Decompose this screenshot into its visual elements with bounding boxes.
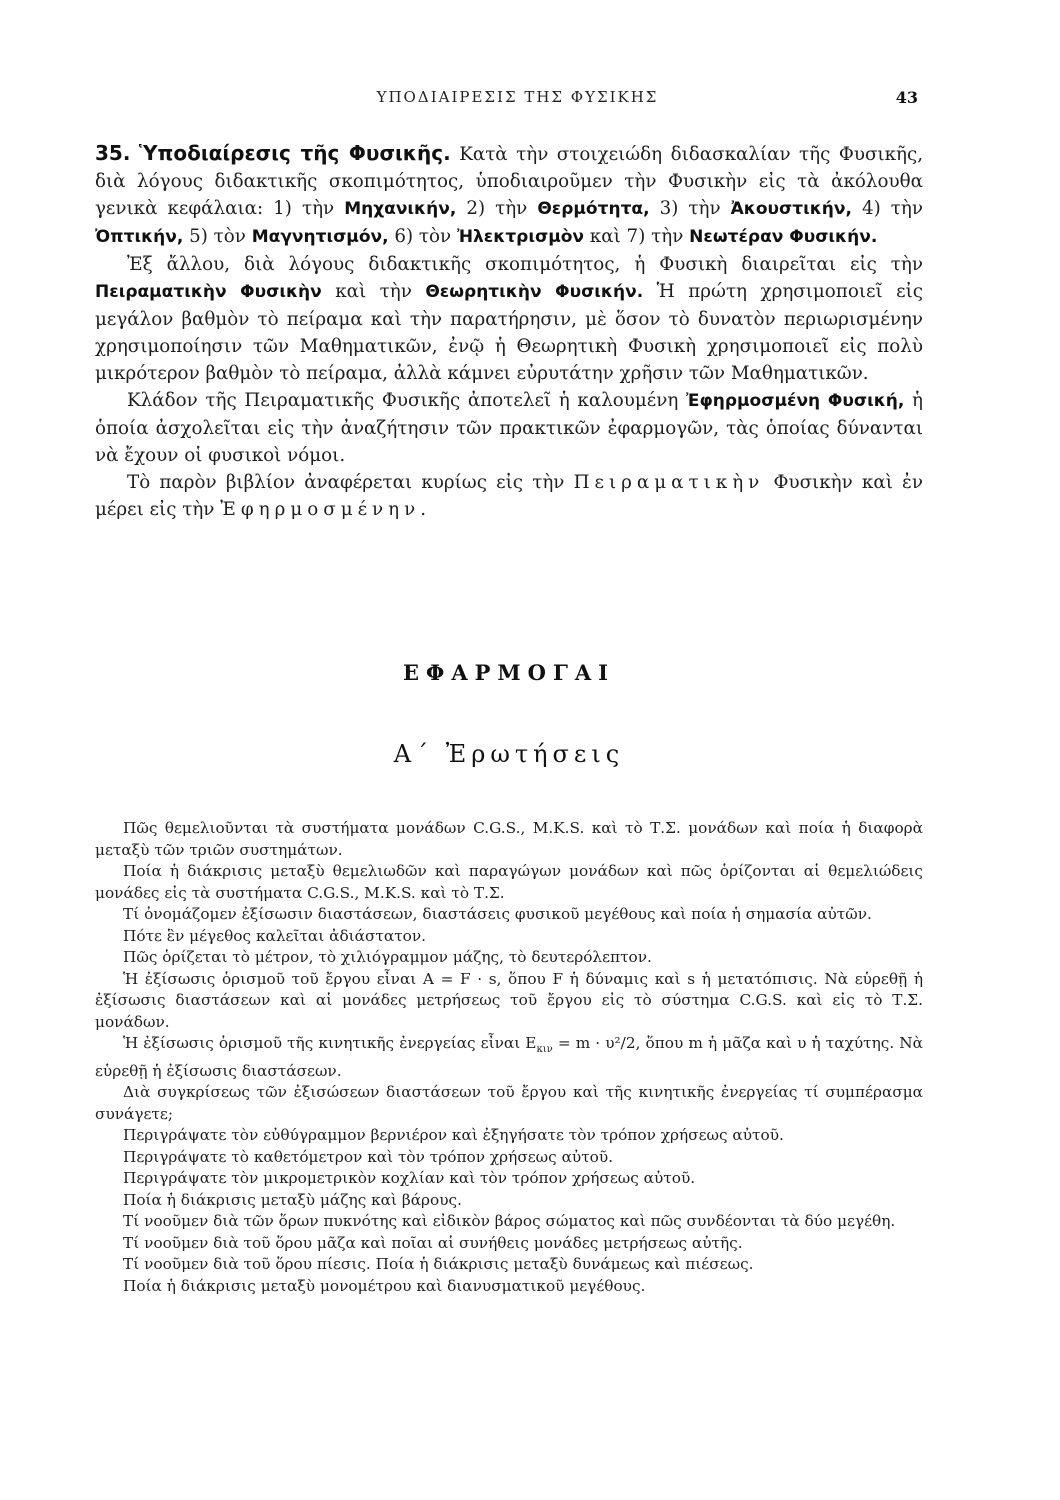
section-paragraph-2 xyxy=(95,251,923,387)
question-item: Ἡ ἐξίσωσις ὁρισμοῦ τοῦ ἔργου εἶναι A = F · s, ὅπου F ἡ δύναμις καὶ s ἡ μετατόπισις. Νὰ εὑρεθῇ ἡ ἐξίσωσις διαστάσεων καὶ αἱ μονάδες μετρήσεως τοῦ ἔργου εἰς τὸ σύστημα C.G.S. καὶ εἰς τὸ Τ.Σ. μονάδων. xyxy=(95,969,923,1031)
spaced-term: Πειραματικὴν xyxy=(573,472,765,493)
question-item: Πότε ἓν μέγεθος καλεῖται ἀδιάστατον. xyxy=(123,926,427,945)
question-item: Περιγράψατε τὸ καθετόμετρον καὶ τὸν τρόπον χρήσεως αὐτοῦ. xyxy=(123,1147,614,1166)
text-run: Ἡ πρώτη χρησιμοποιεῖ εἰς μεγάλον βαθμὸν τὸ πείραμα καὶ τὴν παρατήρησιν, μὲ ὅσον τὸ δυνατὸν περιωρισμένην χρησιμοποίησιν τῶν Μαθηματικῶν, ἐνῷ ἡ Θεωρητικὴ Φυσικὴ χρησιμοποιεῖ εἰς πολὺ μικρότερον βαθμὸν τὸ πείραμα, ἀλλὰ κάμνει εὐρυτάτην χρῆσιν τῶν Μαθηματικῶν. xyxy=(95,281,924,384)
keyword: Μηχανικήν, xyxy=(344,199,457,219)
question-item: Ποία ἡ διάκρισις μεταξὺ μονομέτρου καὶ διανυσματικοῦ μεγέθους. xyxy=(123,1276,646,1295)
question-item: Πῶς ὁρίζεται τὸ μέτρον, τὸ χιλιόγραμμον μάζης, τὸ δευτερόλεπτον. xyxy=(123,948,652,966)
page-number: 43 xyxy=(895,88,918,107)
text-run: Κλάδον τῆς Πειραματικῆς Φυσικῆς ἀποτελεῖ ἡ καλουμένη xyxy=(127,390,687,411)
text-run: καὶ τὴν xyxy=(321,281,426,302)
text-run: = m · υ²/2, ὅπου m ἡ μᾶζα καὶ υ ἡ ταχύτης. Νὰ εὑρεθῇ ἡ ἐξίσωσις διαστάσεων. xyxy=(95,1034,923,1080)
keyword: Μαγνητισμόν, xyxy=(251,227,389,247)
text-run: Ἡ ἐξίσωσις ὁρισμοῦ τῆς κινητικῆς ἐνεργείας εἶναι E xyxy=(123,1034,537,1052)
applications-heading: ΕΦΑΡΜΟΓΑΙ xyxy=(403,660,615,685)
keyword: Θερμότητα, xyxy=(537,199,650,219)
question-item: Τί νοοῦμεν διὰ τοῦ ὅρου πίεσις. Ποία ἡ διάκρισις μεταξὺ δυνάμεως καὶ πιέσεως. xyxy=(123,1255,754,1274)
text-run: Ἐξ ἄλλου, διὰ λόγους διδακτικῆς σκοπιμότητος, ἡ Φυσικὴ διαιρεῖται εἰς τὴν xyxy=(127,254,923,275)
question-item: Ποία ἡ διάκρισις μεταξὺ θεμελιωδῶν καὶ παραγώγων μονάδων καὶ πῶς ὁρίζονται αἱ θεμελιώδεις μονάδες εἰς τὰ συστήματα C.G.S., M.K.S. καὶ τὸ Τ.Σ. xyxy=(95,862,923,902)
question-item: Τί νοοῦμεν διὰ τῶν ὅρων πυκνότης καὶ εἰδικὸν βάρος σώματος καὶ πῶς συνδέονται τὰ δύο μεγέθη. xyxy=(123,1212,896,1231)
keyword: Θεωρητικὴν Φυσικήν. xyxy=(425,282,644,302)
questions-list xyxy=(95,818,923,1297)
keyword: Πειραματικὴν Φυσικὴν xyxy=(95,282,322,302)
text-run: Τὸ παρὸν βιβλίον ἀναφέρεται κυρίως εἰς τὴν xyxy=(127,472,574,493)
section-35 xyxy=(95,140,923,523)
section-paragraph-3 xyxy=(95,387,923,469)
section-paragraph-4 xyxy=(95,469,923,523)
question-item: Περιγράψατε τὸν μικρομετρικὸν κοχλίαν καὶ τὸν τρόπον χρήσεως αὐτοῦ. xyxy=(123,1169,696,1188)
text-run: 4) τὴν xyxy=(851,198,923,219)
section-number: 35. xyxy=(95,141,131,165)
keyword: Ἐφηρμοσμένη Φυσική, xyxy=(686,391,905,411)
question-item: Ποία ἡ διάκρισις μεταξὺ μάζης καὶ βάρους. xyxy=(123,1190,462,1209)
keyword: Ὀπτικήν, xyxy=(95,227,184,247)
section-paragraph-1 xyxy=(95,140,923,251)
text-run: 2) τὴν xyxy=(456,198,538,219)
text-run: 5) τὸν xyxy=(183,226,252,247)
question-item xyxy=(95,1033,923,1082)
question-item: Τί ὀνομάζομεν ἐξίσωσιν διαστάσεων, διαστάσεις φυσικοῦ μεγέθους καὶ ποία ἡ σημασία αὐτῶν. xyxy=(123,905,872,923)
question-item: Περιγράψατε τὸν εὐθύγραμμον βερνιέρον καὶ ἐξηγήσατε τὸν τρόπον χρήσεως αὐτοῦ. xyxy=(123,1126,784,1145)
text-run: 6) τὸν xyxy=(388,226,457,247)
text-run: 3) τὴν xyxy=(649,198,731,219)
section-title: Ὑποδιαίρεσις τῆς Φυσικῆς. xyxy=(138,141,451,165)
question-item: Τί νοοῦμεν διὰ τοῦ ὅρου μᾶζα καὶ ποῖαι αἱ συνήθεις μονάδες μετρήσεως αὐτῆς. xyxy=(123,1233,743,1252)
subscript: κιν xyxy=(536,1044,553,1056)
question-item: Πῶς θεμελιοῦνται τὰ συστήματα μονάδων C.G.S., M.K.S. καὶ τὸ Τ.Σ. μονάδων καὶ ποία ἡ διαφορὰ μεταξὺ τῶν τριῶν συστημάτων. xyxy=(95,819,923,859)
keyword: Ἠλεκτρισμὸν xyxy=(456,227,584,247)
text-run: Φυσικὴν καὶ ἐν μέρει εἰς τὴν xyxy=(95,472,923,520)
keyword: Ἀκουστικήν, xyxy=(730,199,852,219)
text-run: Κατὰ τὴν στοιχειώδη διδασκαλίαν τῆς Φυσικῆς, διὰ λόγους διδακτικῆς σκοπιμότητος, ὑποδιαιροῦμεν τὴν Φυσικὴν εἰς τὰ ἀκόλουθα γενικὰ κεφάλαια: 1) τὴν xyxy=(95,144,924,219)
running-title: ΥΠΟΔΙΑΙΡΕΣΙΣ ΤΗΣ ΦΥΣΙΚΗΣ xyxy=(376,88,659,106)
question-item: Διὰ συγκρίσεως τῶν ἐξισώσεων διαστάσεων τοῦ ἔργου καὶ τῆς κινητικῆς ἐνεργείας τί συμπέρασμα συνάγετε; xyxy=(95,1083,923,1123)
keyword: Νεωτέραν Φυσικήν. xyxy=(689,227,878,247)
text-run: καὶ 7) τὴν xyxy=(584,226,690,247)
spaced-term: Ἐφηρμοσμένην. xyxy=(220,499,432,520)
text-run: ἡ ὁποία ἀσχολεῖται εἰς τὴν ἀναζήτησιν τῶν πρακτικῶν ἐφαρμογῶν, τὰς ὁποίας δύνανται νὰ ἔχουν οἱ φυσικοὶ νόμοι. xyxy=(95,390,923,466)
questions-heading: Α΄ Ἐρωτήσεις xyxy=(393,740,625,768)
